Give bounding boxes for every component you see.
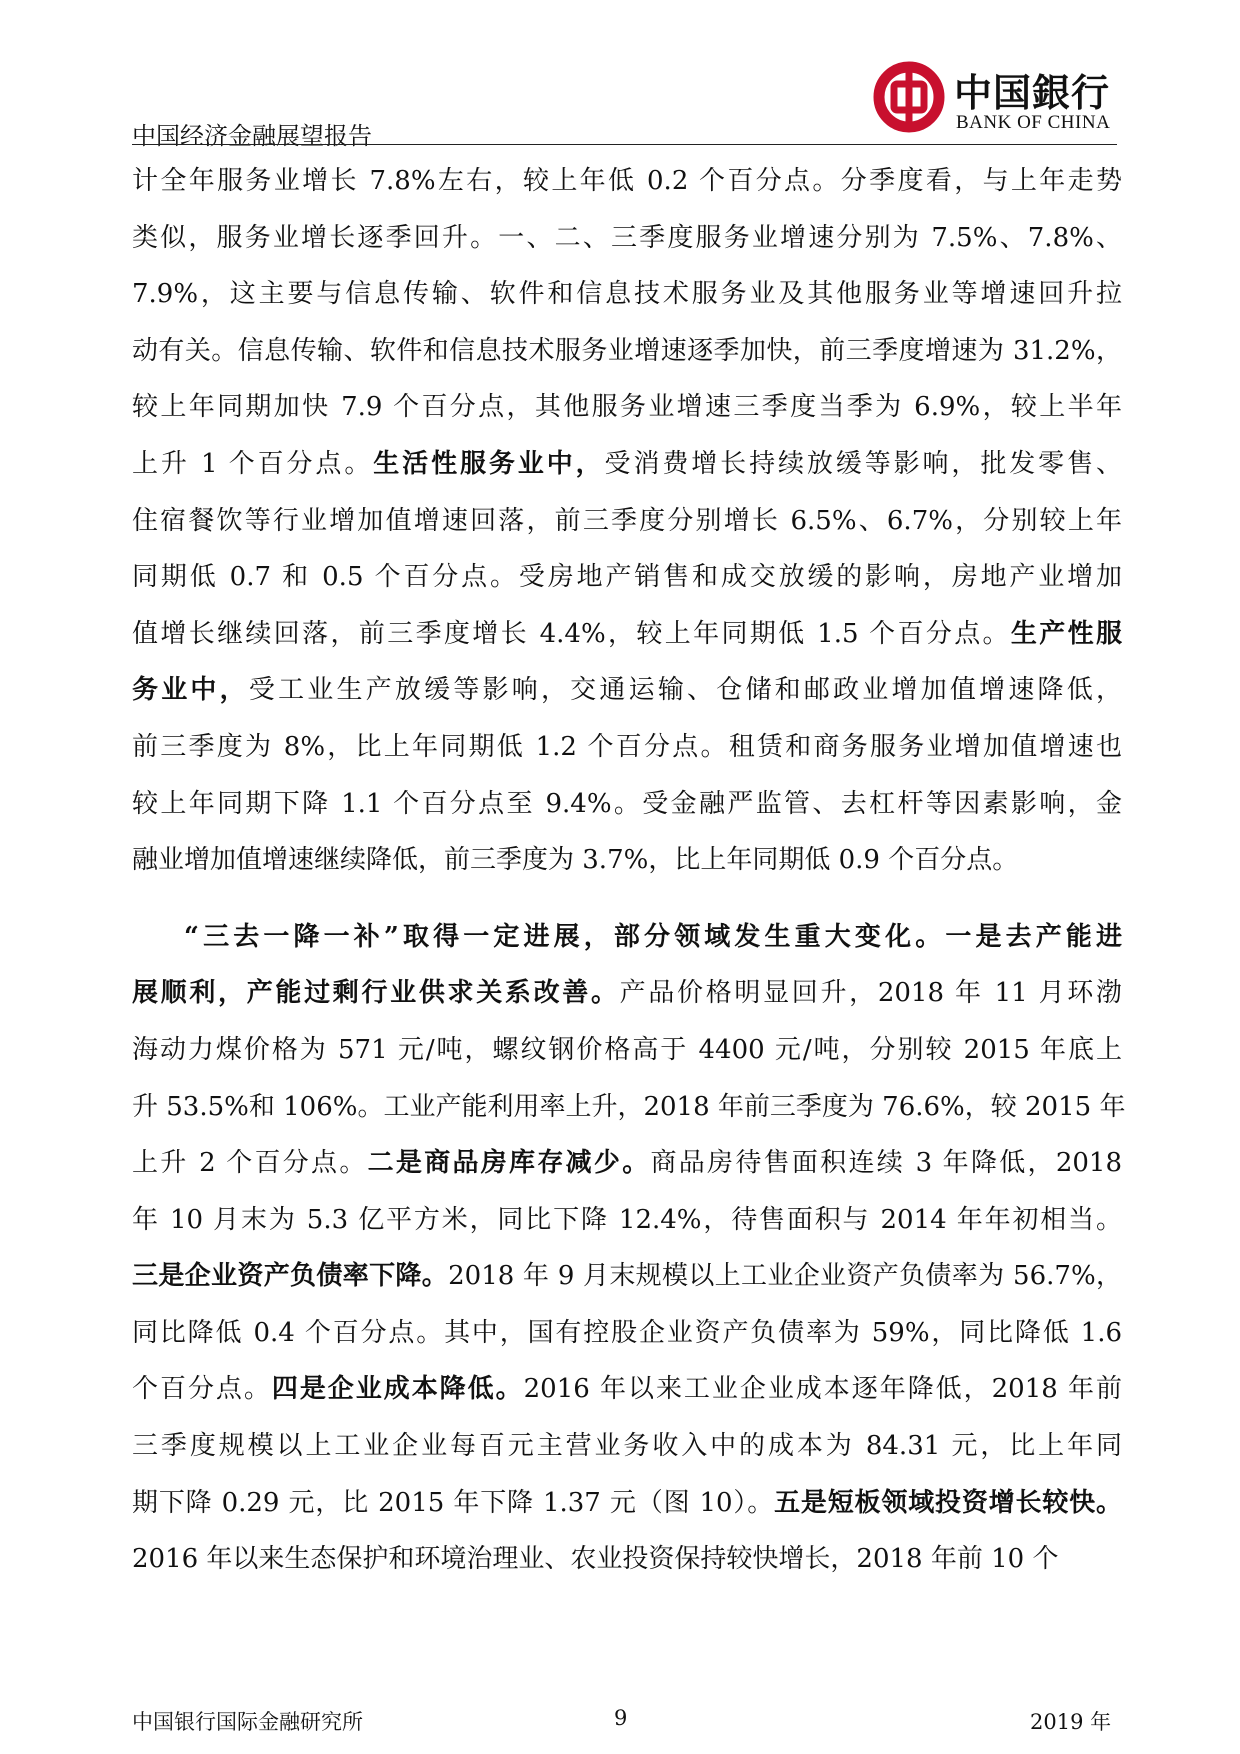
text-line	[132, 1192, 1122, 1249]
text-segment: 受工业生产放缓等影响，交通运输、仓储和邮政业增加值增速降低，	[248, 675, 1122, 706]
text-segment: 住宿餐饮等行业增加值增速回落，前三季度分别增长 6.5%、6.7%，分别较上年	[132, 505, 1122, 536]
text-segment: 7.9%，这主要与信息传输、软件和信息技术服务业及其他服务业等增速回升拉	[132, 279, 1122, 310]
text-line	[132, 662, 1122, 719]
paragraph-gap	[132, 889, 1122, 909]
text-segment: 三季度规模以上工业企业每百元主营业务收入中的成本为 84.31 元，比上年同	[132, 1431, 1122, 1462]
bold-text-segment: 生活性服务业中，	[373, 448, 605, 479]
logo-chinese-name: 中国銀行	[954, 70, 1111, 115]
text-line	[132, 436, 1122, 493]
bold-text-segment: 展顺利，产能过剩行业供求关系改善。	[132, 978, 620, 1009]
bank-of-china-emblem-icon	[872, 60, 946, 134]
text-segment: 期下降 0.29 元，比 2015 年下降 1.37 元（图 10）。	[132, 1487, 775, 1518]
text-segment: 同期低 0.7 和 0.5 个百分点。受房地产销售和成交放缓的影响，房地产业增加	[132, 562, 1122, 593]
bold-text-segment: 三是企业资产负债率下降。	[132, 1261, 449, 1292]
text-segment: 上升 2 个百分点。	[132, 1148, 368, 1179]
text-segment: 上升 1 个百分点。	[132, 448, 374, 479]
text-segment: 2018 年 9 月末规模以上工业企业资产负债率为 56.7%，	[448, 1261, 1122, 1292]
bank-of-china-logo	[872, 58, 1118, 138]
footer-institute: 中国银行国际金融研究所	[132, 1710, 363, 1734]
document-body	[132, 153, 1126, 1588]
text-line	[132, 719, 1122, 776]
bold-text-segment: 务业中，	[132, 675, 249, 706]
text-line	[132, 1135, 1122, 1192]
text-segment: 商品房待售面积连续 3 年降低，2018	[650, 1148, 1122, 1179]
text-line	[132, 493, 1122, 550]
text-segment: 2016 年以来生态保护和环境治理业、农业投资保持较快增长，2018 年前 10 个	[132, 1544, 1059, 1575]
footer-year: 2019 年	[1030, 1710, 1112, 1734]
paragraph-structural-reform	[132, 909, 1126, 1588]
text-segment: 2016 年以来工业企业成本逐年降低，2018 年前	[523, 1374, 1122, 1405]
text-segment: 较上年同期加快 7.9 个百分点，其他服务业增速三季度当季为 6.9%，较上半年	[132, 392, 1122, 423]
text-line	[132, 1361, 1122, 1418]
text-line	[132, 1531, 1122, 1588]
text-segment: 海动力煤价格为 571 元/吨，螺纹钢价格高于 4400 元/吨，分别较 2015 年底上	[132, 1034, 1122, 1065]
text-line	[132, 909, 1122, 966]
text-segment: 融业增加值增速继续降低，前三季度为 3.7%，比上年同期低 0.9 个百分点。	[132, 845, 1019, 876]
text-line	[132, 1079, 1126, 1136]
text-segment: 较上年同期下降 1.1 个百分点至 9.4%。受金融严监管、去杠杆等因素影响，金	[132, 788, 1122, 819]
bold-text-segment: “三去一降一补”取得一定进展，部分领域发生重大变化。一是去产能进	[184, 921, 1122, 952]
report-title: 中国经济金融展望报告	[132, 122, 372, 150]
text-segment: 动有关。信息传输、软件和信息技术服务业增速逐季加快，前三季度增速为 31.2%，	[132, 335, 1122, 366]
text-line	[132, 1248, 1122, 1305]
text-line	[132, 549, 1122, 606]
text-line	[132, 266, 1122, 323]
text-segment: 前三季度为 8%，比上年同期低 1.2 个百分点。租赁和商务服务业增加值增速也	[132, 731, 1122, 762]
text-segment: 升 53.5%和 106%。工业产能利用率上升，2018 年前三季度为 76.6%，较 2015 年	[132, 1091, 1126, 1122]
text-line	[132, 776, 1122, 833]
text-line	[132, 1475, 1122, 1532]
bold-text-segment: 生产性服	[1010, 618, 1122, 649]
text-line	[132, 1418, 1122, 1475]
text-line	[132, 965, 1122, 1022]
text-line	[132, 832, 1122, 889]
bold-text-segment: 四是企业成本降低。	[271, 1374, 524, 1405]
text-line	[132, 379, 1122, 436]
text-segment: 产品价格明显回升，2018 年 11 月环渤	[619, 978, 1122, 1009]
footer-page-number: 9	[614, 1706, 628, 1730]
text-segment: 同比降低 0.4 个百分点。其中，国有控股企业资产负债率为 59%，同比降低 1.6	[132, 1317, 1122, 1348]
text-segment: 受消费增长持续放缓等影响，批发零售、	[604, 448, 1122, 479]
text-line	[132, 1305, 1122, 1362]
text-segment: 计全年服务业增长 7.8%左右，较上年低 0.2 个百分点。分季度看，与上年走势	[132, 166, 1122, 196]
paragraph-services	[132, 153, 1122, 889]
text-segment: 年 10 月末为 5.3 亿平方米，同比下降 12.4%，待售面积与 2014 年年初相当。	[132, 1204, 1122, 1235]
text-segment: 值增长继续回落，前三季度增长 4.4%，较上年同期低 1.5 个百分点。	[132, 618, 1011, 649]
bold-text-segment: 二是商品房库存减少。	[367, 1148, 651, 1179]
text-line	[132, 210, 1122, 267]
text-line	[132, 1022, 1122, 1079]
bold-text-segment: 五是短板领域投资增长较快。	[774, 1487, 1122, 1518]
text-line	[132, 323, 1122, 380]
text-line	[132, 606, 1122, 663]
header-divider	[132, 144, 1117, 145]
text-segment: 类似，服务业增长逐季回升。一、二、三季度服务业增速分别为 7.5%、7.8%、	[132, 222, 1122, 253]
logo-english-name: BANK OF CHINA	[956, 112, 1111, 133]
text-segment: 个百分点。	[132, 1374, 272, 1405]
text-line	[132, 153, 1122, 210]
